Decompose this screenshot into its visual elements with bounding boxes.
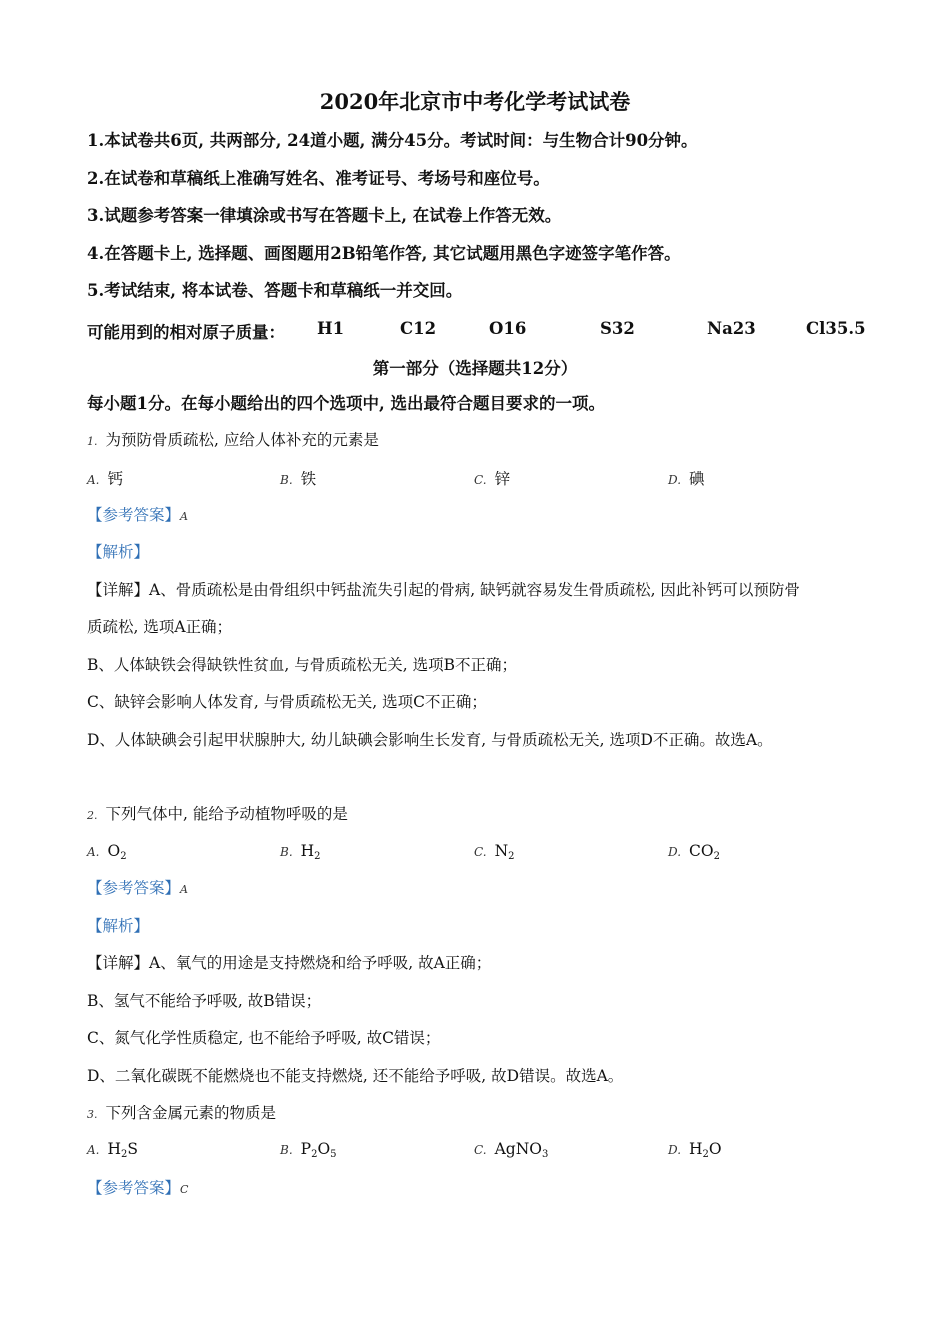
q1-analysis-label: 【解析】: [87, 543, 150, 561]
question-1-text: 为预防骨质疏松, 应给人体补充的元素是: [105, 431, 379, 449]
q3-option-c[interactable]: C. AgNO$_3$: [474, 1140, 549, 1160]
atomic-mass-s: S32: [600, 319, 635, 338]
q1-detail-2: 质疏松, 选项A正确；: [87, 618, 233, 636]
atomic-mass-cl: Cl35.5: [806, 319, 866, 338]
atomic-mass-label: 可能用到的相对原子质量：: [87, 323, 285, 342]
q1-option-c[interactable]: C. 锌: [474, 470, 511, 488]
atomic-mass-h: H1: [317, 319, 345, 338]
instruction-3: 3.试题参考答案一律填涂或书写在答题卡上, 在试卷上作答无效。: [87, 206, 562, 225]
q3-answer: 【参考答案】C: [87, 1179, 189, 1197]
q3-option-d[interactable]: D. $H_2O$: [668, 1140, 722, 1160]
q2-detail-2: B、氢气不能给予呼吸, 故B错误；: [87, 992, 322, 1010]
question-1-number: 1.: [87, 435, 98, 448]
instruction-1: 1.本试卷共6页, 共两部分, 24道小题, 满分45分。考试时间：与生物合计90分钟。: [87, 131, 698, 150]
q1-option-d[interactable]: D. 碘: [668, 470, 705, 488]
q1-option-b[interactable]: B. 铁: [280, 470, 317, 488]
atomic-mass-o: O16: [489, 319, 527, 338]
q1-option-a[interactable]: A. 钙: [87, 470, 123, 488]
question-2-stem: 2. 下列气体中, 能给予动植物呼吸的是: [87, 805, 348, 823]
q2-detail-1: 【详解】A、氧气的用途是支持燃烧和给予呼吸, 故A正确；: [87, 954, 492, 972]
q3-option-a[interactable]: A. $H_2S$: [87, 1140, 139, 1160]
atomic-mass-c: C12: [400, 319, 437, 338]
atomic-mass-na: Na23: [707, 319, 756, 338]
q1-detail-4: C、缺锌会影响人体发育, 与骨质疏松无关, 选项C不正确；: [87, 693, 487, 711]
q2-analysis-label: 【解析】: [87, 917, 150, 935]
q1-detail-1: 【详解】A、骨质疏松是由骨组织中钙盐流失引起的骨病, 缺钙就容易发生骨质疏松, 因此补钙可以预防骨: [87, 581, 800, 599]
part1-note: 每小题1分。在每小题给出的四个选项中, 选出最符合题目要求的一项。: [87, 394, 605, 413]
q2-answer: 【参考答案】A: [87, 879, 188, 897]
question-3-stem: 3. 下列含金属元素的物质是: [87, 1104, 277, 1122]
q1-detail-5: D、人体缺碘会引起甲状腺肿大, 幼儿缺碘会影响生长发育, 与骨质疏松无关, 选项D不正确。故选A。: [87, 731, 773, 749]
instruction-5: 5.考试结束, 将本试卷、答题卡和草稿纸一并交回。: [87, 281, 463, 300]
q2-option-d[interactable]: D. $CO_2$: [668, 842, 720, 862]
instruction-4: 4.在答题卡上, 选择题、画图题用2B铅笔作答, 其它试题用黑色字迹签字笔作答。: [87, 244, 681, 263]
q2-option-a[interactable]: A. $O_2$: [87, 842, 127, 862]
q1-detail-3: B、人体缺铁会得缺铁性贫血, 与骨质疏松无关, 选项B不正确；: [87, 656, 517, 674]
q3-option-b[interactable]: B. $P_2O_5$: [280, 1140, 337, 1160]
q2-option-c[interactable]: C. $N_2$: [474, 842, 515, 862]
q2-detail-3: C、氮气化学性质稳定, 也不能给予呼吸, 故C错误；: [87, 1029, 441, 1047]
question-1-stem: [87, 430, 379, 452]
instruction-2: 2.在试卷和草稿纸上准确写姓名、准考证号、考场号和座位号。: [87, 169, 550, 188]
part1-heading: 第一部分（选择题共12分）: [372, 359, 578, 378]
page-title: 2020年北京市中考化学考试试卷: [319, 89, 631, 114]
q2-detail-4: D、二氧化碳既不能燃烧也不能支持燃烧, 还不能给予呼吸, 故D错误。故选A。: [87, 1067, 624, 1085]
q1-answer: 【参考答案】A: [87, 506, 188, 524]
q2-option-b[interactable]: B. $H_2$: [280, 842, 321, 862]
